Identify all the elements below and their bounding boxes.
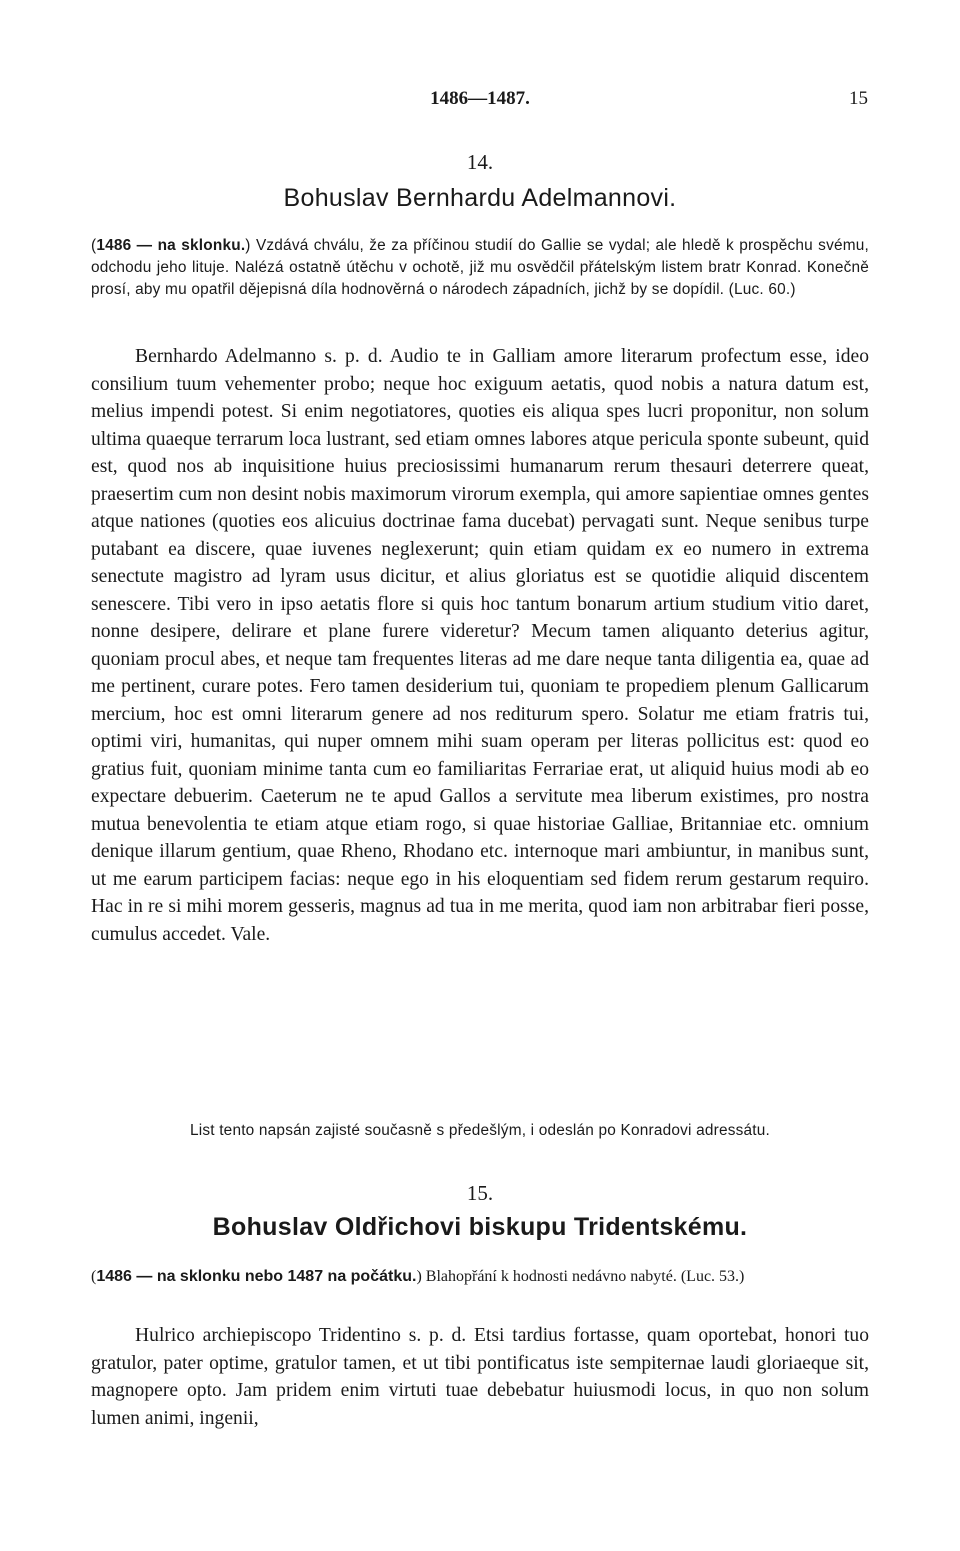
letter-14-summary-date: 1486 — na sklonku. xyxy=(96,237,246,254)
letter-15-summary-date: 1486 — na sklonku nebo 1487 na počátku. xyxy=(96,1268,417,1285)
letter-14-summary: (1486 — na sklonku.) Vzdává chválu, že za příčinou studií do Gallie se vydal; ale hledě k prospěchu svému, odchodu jeho lituje. Nalézá ostatně útěchu v ochotě, již mu osvědčil přátelským listem bratr Konrad. Konečně prosí, aby mu opatřil dějepisná díla hodnověrná o národech západních, jichž by se dopídil. (Luc. 60.) xyxy=(91,237,869,298)
letter-14-latin-text: Bernhardo Adelmanno s. p. d. Audio te in Galliam amore literarum profectum esse, ideo consilium tuum vehementer probo; neque hoc exiguum aetatis, quod nobis a natura datum est, melius impendi potest. Si enim negotiatores, quoties eis aliqua spes lucri proponitur, non solum ultima quaeque terrarum loca lustrant, sed etiam omnes labores atque pericula sponte subeunt, quid est, quod nos ab inquisitione huius preciosissimi humanarum rerum thesauri deterrere queat, praesertim cum non desint nobis maximorum virorum exempla, qui amore sapientiae omnes gentes atque nationes (quoties eos alicuius doctrinae fama ducebat) pervagati sunt. Neque senibus turpe putabant ea discere, quae iuvenes neglexerunt; quin etiam quidam ex eo numero in extrema senectute magistro ad lyram usus dicitur, et alius gloriatus est se quotidie aliquid discentem senescere. Tibi vero in ipso aetatis flore si quis hoc tantum bonarum artium studium vitio daret, nonne desipere, delirare et plane furere videretur? Mecum tamen aliquanto deterius agitur, quoniam procul abes, et neque tam frequentes literas ad me dare neque tanta diligentia ea, quae ad me pertinent, curare potes. Fero tamen desiderium tui, quoniam te propediem plenum Gallicarum mercium, hoc est omni literarum genere ad nos rediturum spero. Solatur me etiam fratris tui, optimi viri, humanitas, qui nuper omnem mihi suam operam per literas pollicitus est: quod eo gratius fuit, quoniam minime tanta cum eo familiaritas Ferrariae erat, ut aliquid huius modi ab eo expectare debuerim. Caeterum ne te apud Gallos a servitute mea liberum existimes, pro nostra mutua benevolentia te etiam atque etiam rogo, si quae historiae Galliae, Britanniae etc. omnium denique illarum gentium, quae Rheno, Rhodano etc. internoque mari ambiuntur, in manibus sunt, ut me earum participem facias: neque ego in his eloquentiam sed fidem rerum gestarum requiro. Hac in re si mihi morem gesseris, magnus ad tua in me merita, quod iam non arbitrabar fieri posse, cumulus accedet. Vale. xyxy=(91,346,869,945)
letter-15-latin-text: Hulrico archiepiscopo Tridentino s. p. d. Etsi tardius fortasse, quam oportebat, honori tuo gratulor, pater optime, gratulor tamen, et ut tibi pontificatus iste sempiternae laudi gloriaeque sit, magnopere opto. Jam pridem enim virtuti tuae debebatur huiusmodi locus, in quo non solum lumen animi, ingenii, xyxy=(91,1325,869,1429)
letter-14-note: List tento napsán zajisté současně s předešlým, i odeslán po Konradovi adressátu. xyxy=(189,1122,770,1139)
letter-15-title: Bohuslav Oldřichovi biskupu Tridentskému. xyxy=(212,1213,748,1241)
letter-15-summary-text: Blahopřání k hodnosti nedávno nabyté. (Luc. 53.) xyxy=(421,1268,745,1285)
letter-14-number: 14. xyxy=(466,150,494,174)
letter-14-title: Bohuslav Bernhardu Adelmannovi. xyxy=(283,184,677,212)
letter-15-body xyxy=(91,1322,869,1432)
running-head xyxy=(0,88,960,118)
letter-15-summary: (1486 — na sklonku nebo 1487 na počátku.) Blahopřání k hodnosti nedávno nabyté. (Luc. 53.) xyxy=(91,1268,745,1285)
running-title: 1486—1487. xyxy=(430,88,530,109)
letter-14-summary-text: Vzdává chválu, že za příčinou studií do Gallie se vydal; ale hledě k prospěchu svému, odchodu jeho lituje. Nalézá ostatně útěchu v ochotě, již mu osvědčil přátelským listem bratr Konrad. Konečně prosí, aby mu opatřil dějepisná díla hodnověrná o národech západních, jichž by se dopídil. (Luc. 60.) xyxy=(91,237,869,298)
letter-14-body xyxy=(91,343,869,948)
page-number: 15 xyxy=(849,88,868,109)
letter-15-number: 15. xyxy=(466,1181,494,1205)
